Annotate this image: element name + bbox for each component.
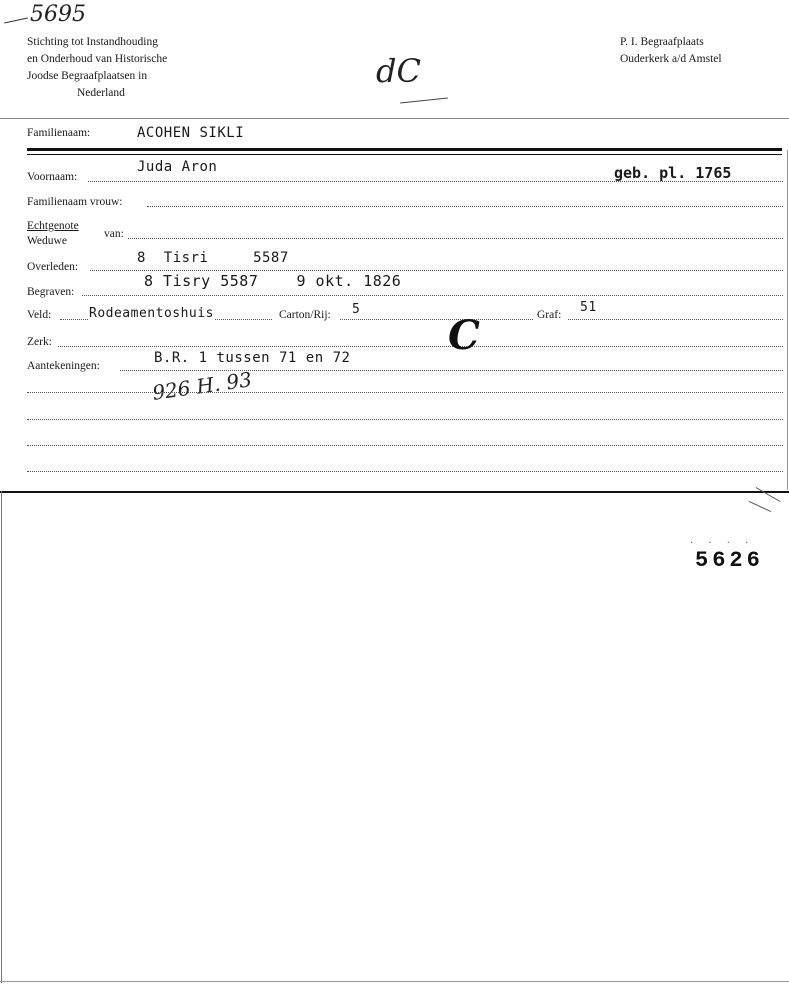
familienaam-value: ACOHEN SIKLI (137, 125, 245, 141)
overleden-value: 8 Tisri 5587 (137, 250, 289, 266)
card-bottom-edge (0, 491, 789, 493)
cemetery-block (620, 34, 722, 68)
zerk-dots (58, 346, 783, 347)
stamp-number: 5626 (695, 548, 764, 573)
graf-label: Graf: (537, 309, 562, 321)
carton-label: Carton/Rij: (279, 309, 331, 321)
familienaam-vrouw-dots (147, 206, 783, 207)
van-dots (128, 238, 783, 239)
voornaam-label: Voornaam: (27, 171, 78, 183)
veld-value: Rodeamentoshuis (89, 306, 214, 321)
veld-label: Veld: (27, 309, 52, 321)
org-line: en Onderhoud van Historische (27, 53, 168, 65)
carton-dots (340, 319, 533, 320)
left-edge-line (1, 491, 2, 983)
aantekeningen-label: Aantekeningen: (27, 360, 100, 372)
notes-line-3 (27, 445, 783, 446)
cemetery-line: Ouderkerk a/d Amstel (620, 53, 722, 65)
notes-line-4 (27, 471, 783, 472)
van-label: van: (104, 228, 124, 240)
header-scribble-line (400, 97, 448, 103)
notes-line-2 (27, 419, 783, 420)
cemetery-line: P. I. Begraafplaats (620, 36, 704, 48)
carton-value: 5 (352, 302, 361, 317)
double-rule-thin (27, 154, 782, 155)
notes-line-1 (27, 392, 783, 393)
org-line: Joodse Begraafplaatsen in (27, 70, 148, 82)
handwritten-note: 926 H. 93 (150, 367, 254, 405)
zerk-label: Zerk: (27, 336, 52, 348)
begraven-label: Begraven: (27, 286, 75, 298)
echtgenote-label: Echtgenote (27, 220, 79, 232)
aantekeningen-value: B.R. 1 tussen 71 en 72 (154, 350, 351, 366)
handwritten-top-number: 5695 (30, 2, 86, 27)
begraven-dots (82, 295, 783, 296)
card-corner-scribble (749, 501, 771, 512)
org-line: Stichting tot Instandhouding (27, 36, 158, 48)
voornaam-value: Juda Aron (137, 159, 218, 175)
handwritten-mark: dC (376, 52, 421, 90)
stamp-dots: . . . . (690, 535, 755, 546)
overleden-label: Overleden: (27, 261, 79, 273)
overleden-dots (90, 270, 783, 271)
bottom-rule (0, 981, 789, 982)
weduwe-label: Weduwe (27, 235, 67, 247)
right-edge-line (787, 150, 788, 490)
familienaam-label: Familienaam: (27, 127, 91, 139)
org-line: Nederland (77, 87, 125, 99)
double-rule (27, 148, 782, 151)
geb-value: geb. pl. 1765 (614, 164, 732, 182)
begraven-value: 8 Tisry 5587 9 okt. 1826 (144, 272, 402, 290)
card-corner-scribble (756, 487, 781, 502)
zerk-mark: C (448, 312, 480, 359)
top-rule (0, 118, 789, 119)
top-scribble (4, 18, 28, 24)
graf-value: 51 (580, 300, 597, 315)
graf-dots (568, 319, 783, 320)
organization-block (27, 34, 167, 102)
familienaam-vrouw-label: Familienaam vrouw: (27, 196, 123, 208)
